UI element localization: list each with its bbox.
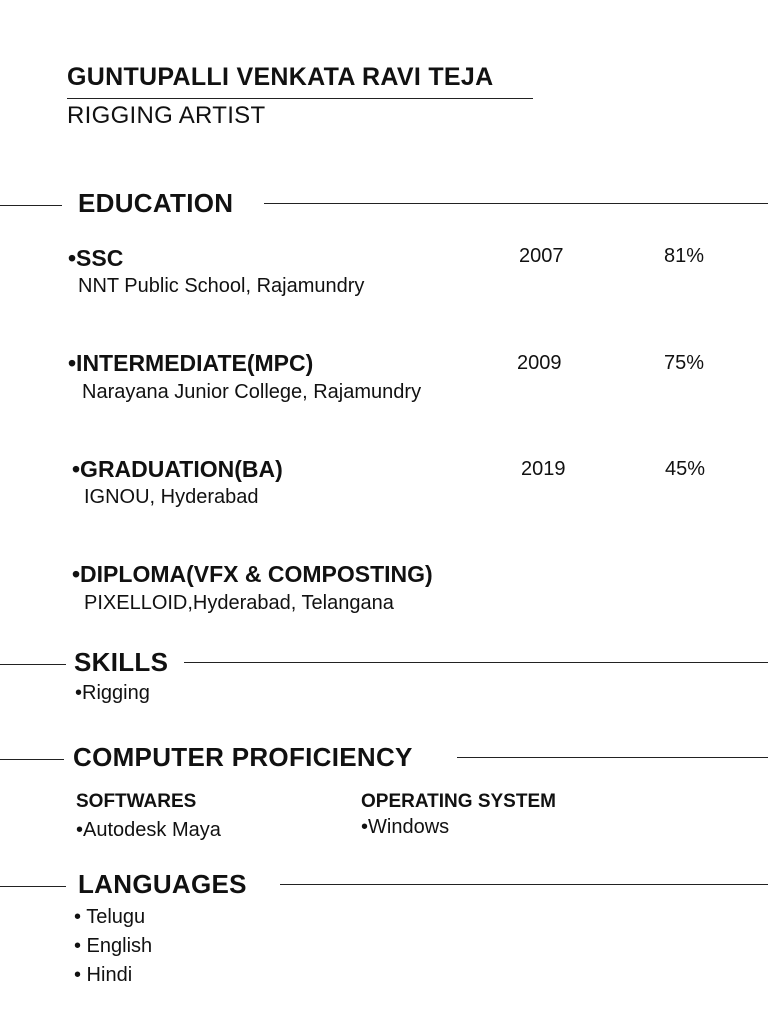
education-year: 2007	[519, 245, 564, 267]
os-item: •Windows	[361, 816, 450, 838]
education-degree: •GRADUATION(BA)	[72, 456, 283, 482]
languages-heading: LANGUAGES	[78, 869, 247, 899]
job-title: RIGGING ARTIST	[67, 102, 266, 129]
education-rule-left	[0, 205, 62, 206]
language-item: • Hindi	[74, 964, 133, 986]
languages-rule-left	[0, 886, 66, 887]
skills-rule-left	[0, 664, 66, 665]
skills-rule-right	[184, 662, 768, 663]
skills-heading: SKILLS	[74, 647, 169, 677]
computer-rule-left	[0, 759, 64, 760]
education-year: 2009	[517, 352, 562, 374]
language-item: • Telugu	[74, 906, 146, 928]
education-degree: •SSC	[68, 245, 124, 271]
os-label: OPERATING SYSTEM	[361, 791, 556, 812]
name-underline	[67, 98, 533, 99]
computer-heading: COMPUTER PROFICIENCY	[73, 742, 413, 772]
education-score: 75%	[664, 352, 705, 374]
softwares-label: SOFTWARES	[76, 791, 197, 812]
education-institution: NNT Public School, Rajamundry	[78, 275, 365, 297]
software-item: •Autodesk Maya	[76, 819, 221, 841]
education-institution: Narayana Junior College, Rajamundry	[82, 381, 422, 403]
education-degree: •INTERMEDIATE(MPC)	[68, 350, 314, 376]
skill-item: •Rigging	[75, 682, 150, 704]
languages-rule-right	[280, 884, 768, 885]
education-score: 81%	[664, 245, 705, 267]
education-degree: •DIPLOMA(VFX & COMPOSTING)	[72, 561, 433, 587]
education-rule-right	[264, 203, 768, 204]
computer-rule-right	[457, 757, 768, 758]
education-institution: PIXELLOID,Hyderabad, Telangana	[84, 592, 394, 614]
language-item: • English	[74, 935, 153, 957]
education-year: 2019	[521, 458, 566, 480]
education-score: 45%	[665, 458, 706, 480]
education-heading: EDUCATION	[78, 188, 234, 218]
candidate-name: GUNTUPALLI VENKATA RAVI TEJA	[67, 63, 494, 91]
education-institution: IGNOU, Hyderabad	[84, 486, 259, 508]
